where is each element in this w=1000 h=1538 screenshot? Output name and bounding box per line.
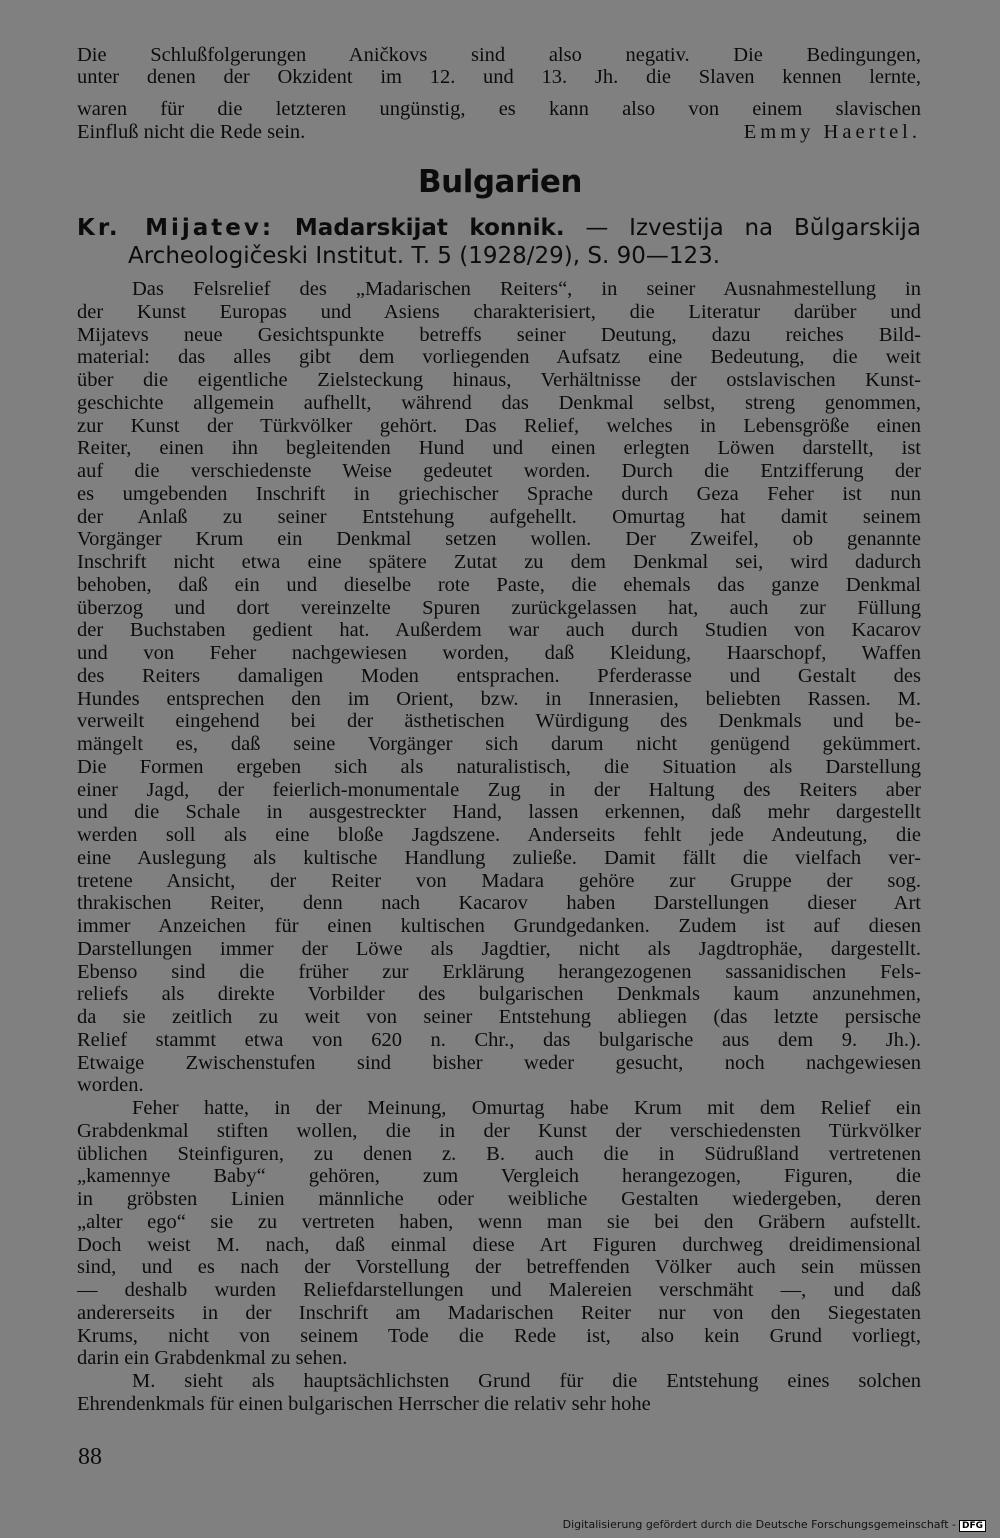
- body-line: tretene Ansicht, der Reiter von Madara gehöre zur Gruppe der sog.: [77, 869, 921, 892]
- body-line: Ebenso sind die früher zur Erklärung herangezogenen sassanidischen Fels-: [77, 960, 921, 983]
- body-line: Reiter, einen ihn begleitenden Hund und einen erlegten Löwen darstellt, ist: [77, 437, 921, 460]
- body-line: über die eigentliche Zielsteckung hinaus, Verhältnisse der ostslavischen Kunst-: [77, 369, 921, 391]
- body-line: Relief stammt etwa von 620 n. Chr., das bulgarische aus dem 9. Jh.).: [77, 1028, 921, 1051]
- body-line: mängelt es, daß seine Vorgänger sich darum nicht genügend gekümmert.: [77, 733, 921, 755]
- intro-line-2: unter denen der Okzident im 12. und 13. Jh. die Slaven kennen lernte,: [77, 66, 921, 88]
- reference-line-1: [77, 214, 921, 242]
- body-line: — deshalb wurden Reliefdarstellungen und Malereien verschmäht —, und daß: [77, 1279, 921, 1301]
- body-line: auf die verschiedenste Weise gedeutet worden. Durch die Entzifferung der: [77, 460, 921, 482]
- body-line: behoben, daß ein und dieselbe rote Paste, die ehemals das ganze Denkmal: [77, 573, 921, 596]
- body-line: Hundes entsprechen den im Orient, bzw. in Innerasien, beliebten Rassen. M.: [77, 687, 921, 710]
- body-line: „kamennye Baby“ gehören, zum Vergleich herangezogen, Figuren, die: [77, 1165, 921, 1188]
- body-line: der Buchstaben gedient hat. Außerdem war auch durch Studien von Kacarov: [77, 619, 921, 642]
- intro-line-3: waren für die letzteren ungünstig, es kann also von einem slavischen: [77, 98, 921, 120]
- body-line: Feher hatte, in der Meinung, Omurtag habe Krum mit dem Relief ein: [132, 1097, 921, 1119]
- body-line: worden.: [77, 1074, 144, 1097]
- body-line: „alter ego“ sie zu vertreten haben, wenn man sie bei den Gräbern aufstellt.: [77, 1210, 921, 1233]
- body-line: Etwaige Zwischenstufen sind bisher weder gesucht, noch nachgewiesen: [77, 1051, 921, 1074]
- body-line: des Reiters damaligen Moden entsprachen. Pferderasse und Gestalt des: [77, 664, 921, 687]
- body-line: Vorgänger Krum ein Denkmal setzen wollen. Der Zweifel, ob genannte: [77, 528, 921, 551]
- reference-line-2: Archeologičeski Institut. T. 5 (1928/29), S. 90—123.: [128, 243, 721, 269]
- body-line: zur Kunst der Türkvölker gehört. Das Relief, welches in Lebensgröße einen: [77, 414, 921, 437]
- body-line: Doch weist M. nach, daß einmal diese Art Figuren durchweg dreidimensional: [77, 1233, 921, 1256]
- body-line: der Anlaß zu seiner Entstehung aufgehellt. Omurtag hat damit seinem: [77, 505, 921, 528]
- body-line: Das Felsrelief des „Madarischen Reiters“, in seiner Ausnahmestellung in: [132, 278, 921, 300]
- body-line: Mijatevs neue Gesichtspunkte betreffs seiner Deutung, dazu reiches Bild-: [77, 323, 921, 346]
- body-line: Ehrendenkmals für einen bulgarischen Herrscher die relativ sehr hohe: [77, 1392, 651, 1415]
- author-signature: Emmy Haertel.: [743, 121, 921, 143]
- body-line: in gröbsten Linien männliche oder weibliche Gestalten wiedergeben, deren: [77, 1188, 921, 1210]
- body-line: darin ein Grabdenkmal zu sehen.: [77, 1347, 348, 1370]
- body-line: werden soll als eine bloße Jagdszene. Anderseits fehlt jede Andeutung, die: [77, 824, 921, 846]
- body-line: Inschrift nicht etwa eine spätere Zutat zu dem Denkmal sei, wird dadurch: [77, 551, 921, 573]
- body-line: thrakischen Reiter, denn nach Kacarov haben Darstellungen dieser Art: [77, 892, 921, 915]
- dfg-logo: DFG: [959, 1520, 986, 1532]
- reference-source: — Izvestija na Bŭlgarskija: [585, 215, 922, 241]
- body-line: einer Jagd, der feierlich-monumentale Zug in der Haltung des Reiters aber: [77, 778, 921, 801]
- body-line: Grabdenkmal stiften wollen, die in der Kunst der verschiedensten Türkvölker: [77, 1119, 921, 1142]
- body-line: material: das alles gibt dem vorliegenden Aufsatz eine Bedeutung, die weit: [77, 346, 921, 369]
- body-line: der Kunst Europas und Asiens charakterisiert, die Literatur darüber und: [77, 300, 921, 323]
- section-heading: Bulgarien: [418, 164, 582, 200]
- body-line: Krums, nicht von seinem Tode die Rede ist, also kein Grund vorliegt,: [77, 1324, 921, 1347]
- body-line: verweilt eingehend bei der ästhetischen Würdigung des Denkmals und be-: [77, 710, 921, 733]
- body-line: reliefs als direkte Vorbilder des bulgarischen Denkmals kaum anzunehmen,: [77, 983, 921, 1006]
- reference-author: Kr. Mijatev:: [77, 215, 275, 241]
- footer-text: Digitalisierung gefördert durch die Deutsche Forschungsgemeinschaft -: [562, 1518, 956, 1531]
- body-line: Die Formen ergeben sich als naturalistisch, die Situation als Darstellung: [77, 755, 921, 778]
- body-line: Darstellungen immer der Löwe als Jagdtier, nicht als Jagdtrophäe, dargestellt.: [77, 937, 921, 960]
- digitization-footer: [563, 1518, 986, 1532]
- intro-line-4: Einfluß nicht die Rede sein.: [77, 121, 306, 143]
- body-line: und von Feher nachgewiesen worden, daß Kleidung, Haarschopf, Waffen: [77, 642, 921, 664]
- page-number: 88: [78, 1444, 102, 1470]
- body-line: und die Schale in ausgestreckter Hand, lassen erkennen, daß mehr dargestellt: [77, 801, 921, 824]
- body-line: immer Anzeichen für einen kultischen Grundgedanken. Zudem ist auf diesen: [77, 915, 921, 937]
- body-line: üblichen Steinfiguren, zu denen z. B. auch die in Südrußland vertretenen: [77, 1142, 921, 1165]
- body-line: geschichte allgemein aufhellt, während das Denkmal selbst, streng genommen,: [77, 391, 921, 414]
- body-line: eine Auslegung als kultische Handlung zuließe. Damit fällt die vielfach ver-: [77, 846, 921, 869]
- reference-title: Madarskijat konnik.: [294, 215, 565, 241]
- intro-line-1: Die Schlußfolgerungen Aničkovs sind also negativ. Die Bedingungen,: [77, 44, 921, 66]
- body-line: es umgebenden Inschrift in griechischer Sprache durch Geza Feher ist nun: [77, 482, 921, 505]
- body-line: andererseits in der Inschrift am Madarischen Reiter nur von den Siegestaten: [77, 1301, 921, 1324]
- body-line: sind, und es nach der Vorstellung der betreffenden Völker auch sein müssen: [77, 1256, 921, 1279]
- body-line: M. sieht als hauptsächlichsten Grund für die Entstehung eines solchen: [132, 1370, 921, 1392]
- body-line: überzog und dort vereinzelte Spuren zurückgelassen hat, auch zur Füllung: [77, 596, 921, 619]
- body-line: da sie zeitlich zu weit von seiner Entstehung abliegen (das letzte persische: [77, 1006, 921, 1028]
